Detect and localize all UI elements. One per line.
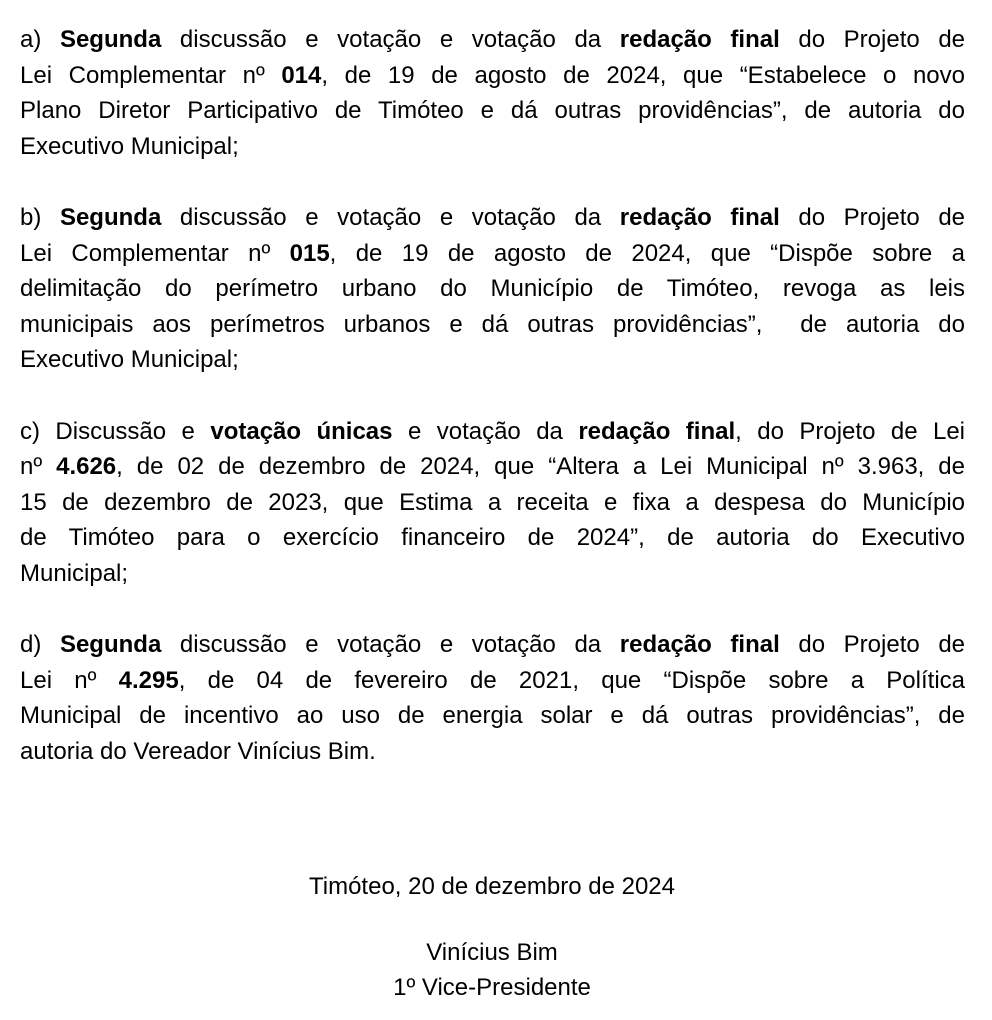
text-line: [20, 200, 965, 236]
text: Lei nº: [20, 666, 119, 694]
text: nº: [20, 453, 57, 481]
text: a): [20, 26, 60, 53]
bold-text: redação final: [619, 203, 780, 231]
text-line: [20, 414, 965, 450]
text: de Timóteo para o exercício financeiro de 2024”, de autoria do Executivo: [20, 524, 965, 552]
text: 15 de dezembro de 2023, que Estima a receita e fixa a despesa do Município: [20, 488, 965, 516]
text-line: [20, 449, 965, 485]
bold-text: redação final: [619, 26, 780, 53]
text: Lei Complementar nº: [20, 61, 282, 89]
bold-text: redação final: [619, 631, 780, 659]
text: autoria do Vereador Vinícius Bim.: [20, 737, 376, 765]
text: discussão e votação e votação da: [161, 631, 620, 659]
text-line: [20, 627, 965, 663]
text: , do Projeto de Lei: [735, 417, 965, 445]
agenda-item: [20, 22, 965, 164]
text: Plano Diretor Participativo de Timóteo e dá outras providências”, de autoria do: [20, 97, 965, 125]
text-line: [20, 93, 965, 129]
place-date: Timóteo, 20 de dezembro de 2024: [308, 873, 675, 900]
text-line: [20, 520, 965, 556]
agenda-item: [20, 414, 965, 592]
text-line: [20, 236, 965, 272]
bold-text: votação únicas: [210, 417, 393, 445]
text-line: [20, 556, 965, 592]
text: do Projeto de: [779, 631, 966, 659]
bold-text: redação final: [578, 417, 736, 445]
text-line: [20, 271, 965, 307]
text: discussão e votação e votação da: [161, 203, 620, 231]
text: c) Discussão e: [20, 417, 211, 445]
text: , de 04 de fevereiro de 2021, que “Dispõe sobre a Política: [178, 666, 965, 694]
text: delimitação do perímetro urbano do Município de Timóteo, revoga as leis: [20, 275, 965, 303]
text: municipais aos perímetros urbanos e dá outras providências”, de autoria do: [20, 310, 965, 338]
text: , de 02 de dezembro de 2024, que “Altera a Lei Municipal nº 3.963, de: [116, 453, 966, 481]
text: Municipal de incentivo ao uso de energia solar e dá outras providências”, de: [20, 702, 965, 730]
text: b): [20, 203, 60, 231]
text-line: [20, 734, 965, 770]
text-line: [20, 342, 965, 378]
bold-text: 015: [289, 239, 330, 267]
text-line: [20, 129, 965, 165]
text: Municipal;: [20, 559, 129, 587]
signer-name: Vinícius Bim: [426, 939, 558, 966]
agenda-item: [20, 200, 965, 378]
text: Lei Complementar nº: [20, 239, 290, 267]
text-line: [20, 307, 965, 343]
bold-text: Segunda: [59, 631, 162, 659]
agenda-items: [20, 22, 965, 805]
text-line: [20, 698, 965, 734]
bold-text: 014: [281, 61, 322, 89]
text-line: [20, 663, 965, 699]
text: do Projeto de: [779, 26, 966, 53]
text: e votação da: [392, 417, 579, 445]
text: do Projeto de: [779, 203, 966, 231]
text-line: [20, 485, 965, 521]
signer-title: 1º Vice-Presidente: [393, 974, 591, 1001]
text: d): [20, 631, 60, 659]
text-line: [20, 22, 965, 58]
text: Executivo Municipal;: [20, 346, 239, 374]
text: , de 19 de agosto de 2024, que “Dispõe sobre a: [329, 239, 965, 267]
bold-text: 4.626: [56, 453, 117, 481]
text: , de 19 de agosto de 2024, que “Estabelece o novo: [321, 61, 965, 89]
text: Executivo Municipal;: [20, 132, 239, 160]
text: discussão e votação e votação da: [161, 26, 620, 53]
text-line: [20, 58, 965, 94]
bold-text: Segunda: [59, 26, 162, 53]
bold-text: 4.295: [118, 666, 179, 694]
bold-text: Segunda: [59, 203, 162, 231]
agenda-item: [20, 627, 965, 769]
